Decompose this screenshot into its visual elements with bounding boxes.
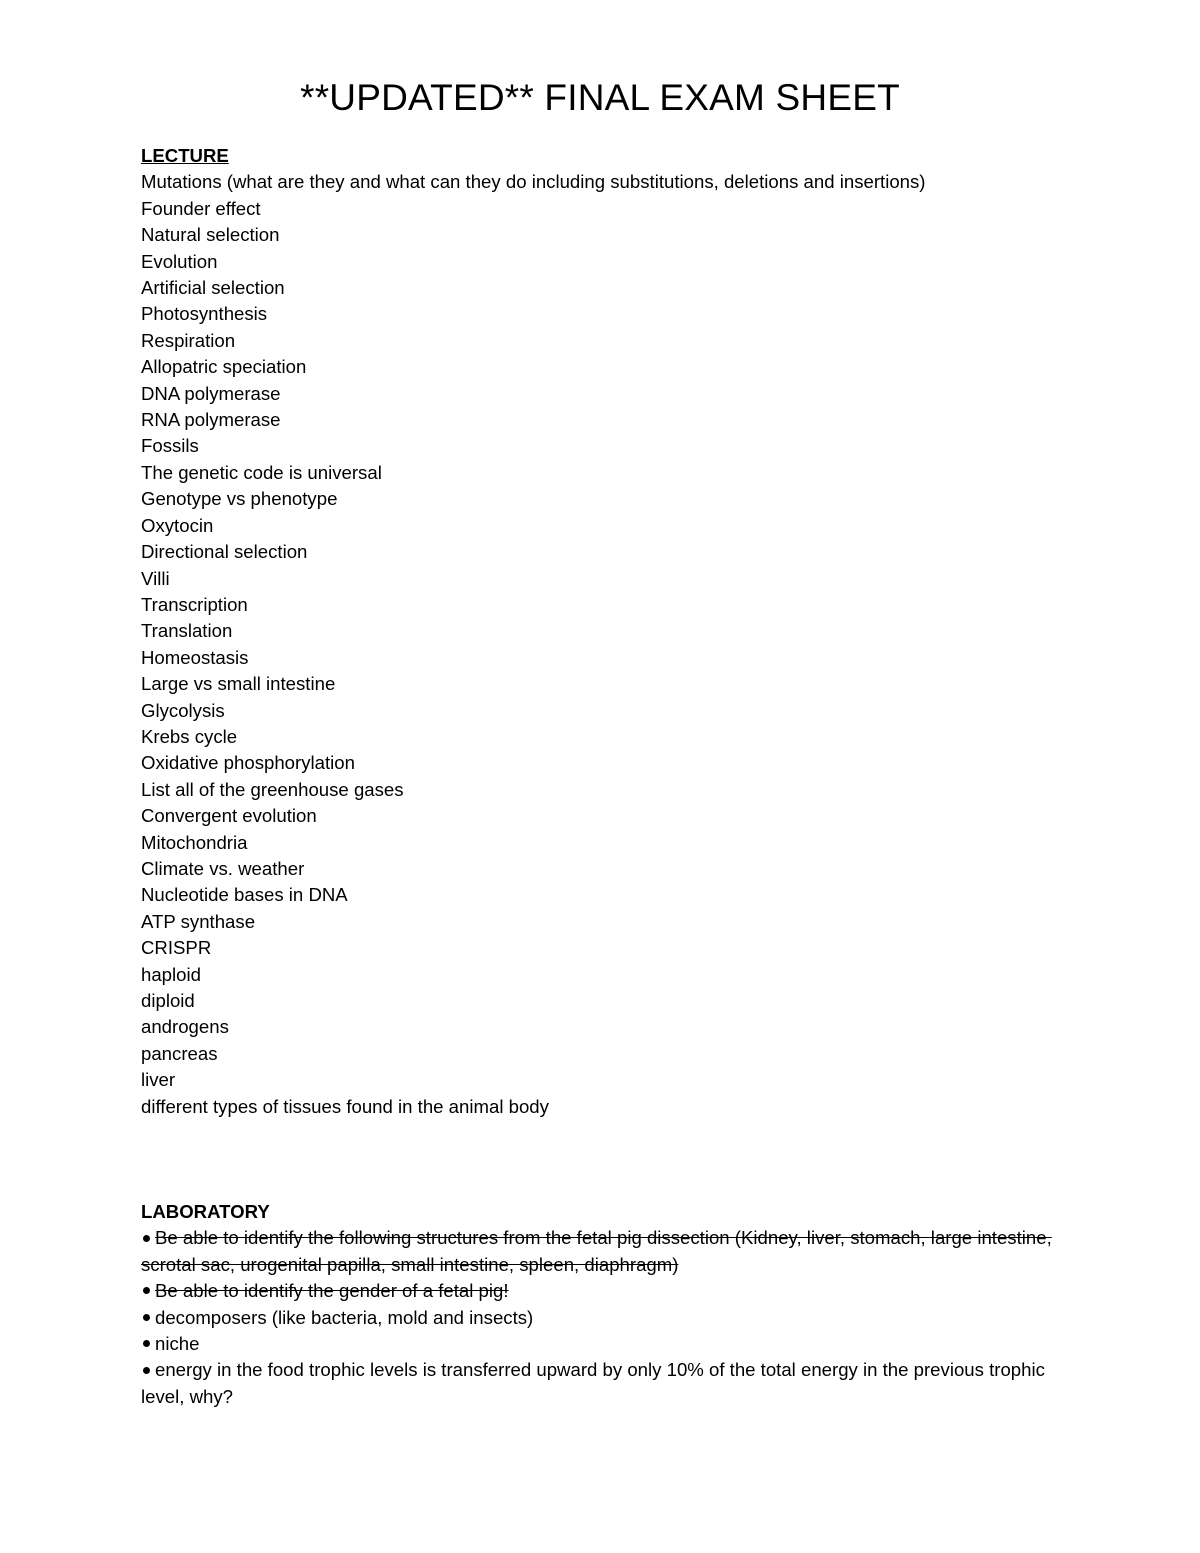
laboratory-item-struck xyxy=(141,1225,1061,1278)
lecture-topic: haploid xyxy=(141,963,201,985)
bullet-icon xyxy=(143,1367,150,1374)
lecture-topic: Homeostasis xyxy=(141,646,249,668)
laboratory-item-text: Be able to identify the following structures from the fetal pig dissection (Kidney, liver, stomach, large intestine, scrotal sac, urogenital papilla, small intestine, spleen, diaphragm) xyxy=(141,1227,1052,1275)
lecture-topic: The genetic code is universal xyxy=(141,461,382,483)
laboratory-item xyxy=(141,1305,1061,1331)
laboratory-item-list xyxy=(141,1225,1061,1410)
lecture-topic: CRISPR xyxy=(141,937,212,959)
lecture-topic: DNA polymerase xyxy=(141,382,281,404)
lecture-topic: Respiration xyxy=(141,329,236,351)
laboratory-item-text: niche xyxy=(155,1333,200,1355)
lecture-topic: Climate vs. weather xyxy=(141,857,305,879)
lecture-topic: Translation xyxy=(141,620,233,642)
lecture-topic: Allopatric speciation xyxy=(141,356,307,378)
lecture-topic: Convergent evolution xyxy=(141,805,317,827)
lecture-topic: androgens xyxy=(141,1016,229,1038)
lecture-topic: Nucleotide bases in DNA xyxy=(141,884,348,906)
laboratory-item-text: energy in the food trophic levels is transferred upward by only 10% of the total energy in the previous trophic level, why? xyxy=(141,1359,1045,1407)
lecture-topic: diploid xyxy=(141,990,195,1011)
laboratory-item-struck xyxy=(141,1278,1061,1304)
lecture-topic: Genotype vs phenotype xyxy=(141,488,338,510)
lecture-topic: Mitochondria xyxy=(141,831,248,853)
lecture-topic: Directional selection xyxy=(141,541,308,563)
lecture-topic: Krebs cycle xyxy=(141,725,238,747)
laboratory-heading: LABORATORY xyxy=(141,1201,270,1223)
bullet-icon xyxy=(143,1287,150,1294)
lecture-topic: Oxidative phosphorylation xyxy=(141,752,355,774)
bullet-icon xyxy=(143,1314,150,1321)
lecture-section xyxy=(141,143,1061,1120)
lecture-topic-list xyxy=(141,169,1061,1120)
lecture-topic: different types of tissues found in the animal body xyxy=(141,1095,549,1117)
lecture-topic: ATP synthase xyxy=(141,910,256,932)
lecture-topic: Photosynthesis xyxy=(141,303,268,325)
laboratory-section xyxy=(141,1199,1061,1410)
page-title: **UPDATED** FINAL EXAM SHEET xyxy=(300,77,900,118)
lecture-topic: Mutations (what are they and what can they do including substitutions, deletions and insertions) xyxy=(141,171,926,193)
lecture-topic: Fossils xyxy=(141,435,199,457)
lecture-topic: Villi xyxy=(141,567,170,589)
section-spacer xyxy=(141,1120,1061,1199)
lecture-topic: RNA polymerase xyxy=(141,409,281,431)
lecture-topic: Artificial selection xyxy=(141,277,285,299)
lecture-topic: Transcription xyxy=(141,593,248,615)
lecture-topic: Evolution xyxy=(141,250,218,272)
document-body xyxy=(141,143,1061,1410)
bullet-icon xyxy=(143,1235,150,1242)
laboratory-item-text: Be able to identify the gender of a fetal pig! xyxy=(155,1280,509,1302)
lecture-heading: LECTURE xyxy=(141,145,229,166)
lecture-topic: Founder effect xyxy=(141,197,261,219)
laboratory-item xyxy=(141,1331,1061,1357)
lecture-topic: List all of the greenhouse gases xyxy=(141,778,404,800)
bullet-icon xyxy=(143,1340,150,1347)
lecture-topic: liver xyxy=(141,1069,176,1091)
lecture-topic: Oxytocin xyxy=(141,514,214,536)
lecture-topic: pancreas xyxy=(141,1042,218,1064)
lecture-topic: Large vs small intestine xyxy=(141,673,336,695)
laboratory-item-text: decomposers (like bacteria, mold and insects) xyxy=(155,1306,534,1328)
laboratory-item xyxy=(141,1357,1061,1410)
lecture-topic: Glycolysis xyxy=(141,699,225,721)
lecture-topic: Natural selection xyxy=(141,224,280,246)
